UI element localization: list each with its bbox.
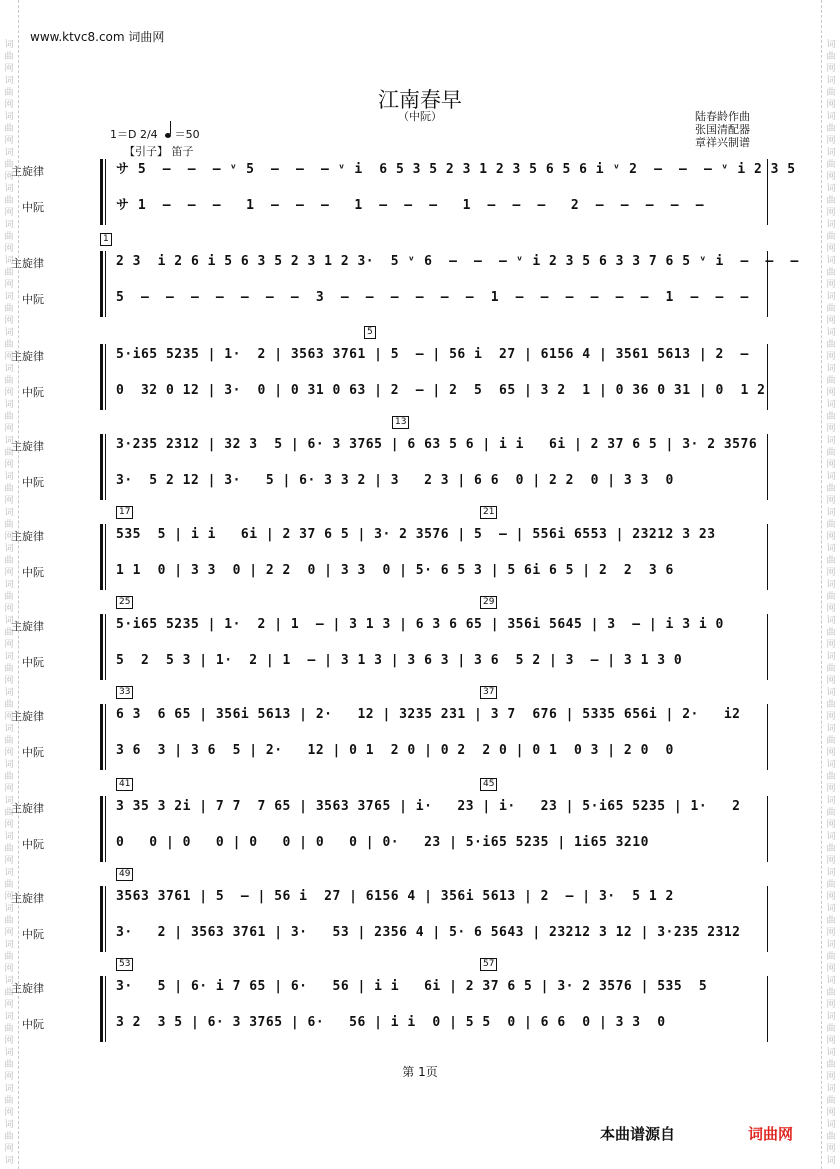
ruan-staff: 0 0 | 0 0 | 0 0 | 0 0 | 0· 23 | 5·i65 5235 | 1i65 3210	[116, 835, 649, 850]
watermark-glyph: 网	[4, 1144, 14, 1154]
watermark-glyph: 网	[4, 136, 14, 146]
watermark-glyph: 词	[4, 1012, 14, 1022]
watermark-glyph: 词	[826, 688, 836, 698]
ruan-part-label: 中阮	[22, 656, 44, 669]
system-barline	[105, 344, 106, 410]
measure-number: 21	[480, 506, 497, 519]
melody-part-label: 主旋律	[11, 620, 44, 633]
ruan-part-label: 中阮	[22, 386, 44, 399]
footer-source: 本曲谱源自	[600, 1125, 676, 1143]
watermark-glyph: 词	[826, 1012, 836, 1022]
system-barline	[105, 524, 106, 590]
watermark-glyph: 曲	[826, 520, 836, 530]
watermark-glyph: 曲	[826, 448, 836, 458]
score-system	[11, 597, 768, 688]
watermark-glyph: 曲	[4, 1060, 14, 1070]
measure-number: 45	[480, 778, 497, 791]
watermark-glyph: 网	[826, 964, 836, 974]
watermark-glyph: 词	[4, 292, 14, 302]
watermark-glyph: 网	[4, 532, 14, 542]
watermark-glyph: 网	[4, 604, 14, 614]
watermark-glyph: 词	[826, 1084, 836, 1094]
ruan-staff: 3 2 3 5 | 6· 3 3765 | 6· 56 | i i 0 | 5 5 0 | 6 6 0 | 3 3 0	[116, 1015, 666, 1030]
watermark-glyph: 网	[826, 1036, 836, 1046]
watermark-glyph: 曲	[826, 628, 836, 638]
measure-number: 49	[116, 868, 133, 881]
measure-number: 17	[116, 506, 133, 519]
watermark-glyph: 曲	[826, 484, 836, 494]
watermark-glyph: 网	[4, 1036, 14, 1046]
melody-part-label: 主旋律	[11, 892, 44, 905]
ruan-staff: 5 2 5 3 | 1· 2 | 1 – | 3 1 3 | 3 6 3 | 3 6 5 2 | 3 – | 3 1 3 0	[116, 653, 683, 668]
watermark-glyph: 曲	[826, 844, 836, 854]
system-brace	[100, 434, 103, 500]
watermark-glyph: 网	[4, 244, 14, 254]
watermark-glyph: 词	[826, 472, 836, 482]
score-system	[11, 327, 768, 418]
score-subtitle: （中阮）	[398, 110, 442, 123]
measure-number: 29	[480, 596, 497, 609]
watermark-glyph: 词	[826, 724, 836, 734]
watermark-glyph: 曲	[4, 592, 14, 602]
watermark-glyph: 词	[826, 580, 836, 590]
watermark-glyph: 曲	[4, 988, 14, 998]
score-system	[11, 869, 768, 960]
watermark-glyph: 曲	[4, 232, 14, 242]
watermark-glyph: 词	[4, 508, 14, 518]
watermark-glyph: 词	[826, 616, 836, 626]
watermark-glyph: 网	[826, 532, 836, 542]
watermark-glyph: 词	[826, 220, 836, 230]
score-system	[11, 687, 768, 778]
watermark-glyph: 曲	[4, 556, 14, 566]
watermark-glyph: 曲	[4, 664, 14, 674]
watermark-glyph: 网	[826, 208, 836, 218]
watermark-glyph: 网	[826, 100, 836, 110]
ruan-part-label: 中阮	[22, 928, 44, 941]
watermark-glyph: 词	[4, 256, 14, 266]
watermark-glyph: 曲	[826, 736, 836, 746]
watermark-glyph: 词	[4, 1120, 14, 1130]
melody-part-label: 主旋律	[11, 440, 44, 453]
watermark-glyph: 词	[4, 328, 14, 338]
melody-part-label: 主旋律	[11, 257, 44, 270]
ruan-staff: 0 32 0 12 | 3· 0 | 0 31 0 63 | 2 – | 2 5 65 | 3 2 1 | 0 36 0 31 | 0 1 2	[116, 383, 766, 398]
watermark-glyph: 网	[4, 1108, 14, 1118]
quarter-note-icon	[165, 133, 171, 138]
watermark-glyph: 词	[4, 220, 14, 230]
watermark-glyph: 网	[4, 496, 14, 506]
watermark-glyph: 曲	[4, 484, 14, 494]
footer-brand-link[interactable]: 词曲网	[748, 1125, 794, 1143]
melody-staff: 6 3 6 65 | 356i 5613 | 2· 12 | 3235 231 | 3 7 676 | 5335 656i | 2· i2	[116, 707, 741, 722]
score-system	[11, 779, 768, 870]
watermark-glyph: 曲	[826, 52, 836, 62]
watermark-glyph: 词	[826, 1120, 836, 1130]
watermark-glyph: 词	[4, 796, 14, 806]
watermark-glyph: 曲	[826, 556, 836, 566]
watermark-glyph: 词	[826, 832, 836, 842]
measure-number: 41	[116, 778, 133, 791]
right-watermark-strip	[821, 0, 840, 1169]
watermark-glyph: 曲	[826, 700, 836, 710]
watermark-glyph: 词	[826, 364, 836, 374]
watermark-glyph: 词	[4, 472, 14, 482]
watermark-glyph: 曲	[826, 1132, 836, 1142]
watermark-glyph: 曲	[4, 196, 14, 206]
watermark-glyph: 曲	[826, 160, 836, 170]
melody-staff: 3 35 3 2i | 7 7 7 65 | 3563 3765 | i· 23 | i· 23 | 5·i65 5235 | 1· 2	[116, 799, 741, 814]
watermark-glyph: 曲	[4, 736, 14, 746]
watermark-glyph: 网	[4, 928, 14, 938]
score-system	[11, 234, 799, 325]
watermark-glyph: 网	[4, 964, 14, 974]
melody-staff: 3·235 2312 | 32 3 5 | 6· 3 3765 | 6 63 5 6 | i i 6i | 2 37 6 5 | 3· 2 3576	[116, 437, 758, 452]
watermark-glyph: 曲	[4, 520, 14, 530]
watermark-glyph: 曲	[4, 52, 14, 62]
watermark-glyph: 词	[4, 940, 14, 950]
measure-number: 1	[100, 233, 112, 246]
watermark-glyph: 曲	[4, 772, 14, 782]
watermark-glyph: 曲	[826, 808, 836, 818]
watermark-glyph: 词	[826, 256, 836, 266]
watermark-glyph: 曲	[4, 376, 14, 386]
watermark-glyph: 词	[4, 1084, 14, 1094]
melody-staff: 5·i65 5235 | 1· 2 | 3563 3761 | 5 – | 56 i 27 | 6156 4 | 3561 5613 | 2 –	[116, 347, 749, 362]
score-title: 江南春早	[378, 88, 462, 112]
system-brace	[100, 159, 103, 225]
watermark-glyph: 网	[826, 172, 836, 182]
system-barline	[105, 886, 106, 952]
watermark-glyph: 曲	[4, 952, 14, 962]
watermark-glyph: 曲	[826, 1024, 836, 1034]
credit-arranger: 张国清配器	[695, 123, 750, 136]
watermark-glyph: 词	[4, 976, 14, 986]
key-time-label: 1＝D 2/4	[110, 128, 158, 141]
melody-staff: 535 5 | i i 6i | 2 37 6 5 | 3· 2 3576 | 5 – | 556i 6553 | 23212 3 23	[116, 527, 716, 542]
melody-part-label: 主旋律	[11, 802, 44, 815]
watermark-glyph: 词	[4, 616, 14, 626]
watermark-glyph: 曲	[4, 268, 14, 278]
system-barline	[105, 614, 106, 680]
watermark-glyph: 曲	[826, 772, 836, 782]
watermark-glyph: 曲	[826, 268, 836, 278]
watermark-glyph: 网	[4, 280, 14, 290]
watermark-glyph: 词	[826, 148, 836, 158]
watermark-glyph: 曲	[4, 808, 14, 818]
watermark-glyph: 网	[826, 568, 836, 578]
ruan-staff: 3· 2 | 3563 3761 | 3· 53 | 2356 4 | 5· 6 5643 | 23212 3 12 | 3·235 2312	[116, 925, 741, 940]
system-brace	[100, 524, 103, 590]
melody-part-label: 主旋律	[11, 350, 44, 363]
watermark-glyph: 网	[4, 712, 14, 722]
watermark-glyph: 曲	[4, 1024, 14, 1034]
watermark-glyph: 词	[826, 76, 836, 86]
watermark-glyph: 曲	[4, 700, 14, 710]
ruan-part-label: 中阮	[22, 746, 44, 759]
watermark-glyph: 词	[4, 760, 14, 770]
watermark-glyph: 曲	[4, 304, 14, 314]
watermark-glyph: 词	[826, 436, 836, 446]
system-barline	[105, 796, 106, 862]
watermark-glyph: 曲	[826, 592, 836, 602]
watermark-glyph: 词	[826, 112, 836, 122]
watermark-glyph: 词	[4, 436, 14, 446]
watermark-glyph: 词	[826, 868, 836, 878]
score-system	[11, 959, 768, 1050]
score-system	[11, 507, 768, 598]
watermark-glyph: 网	[826, 892, 836, 902]
watermark-glyph: 网	[826, 748, 836, 758]
watermark-glyph: 网	[4, 1072, 14, 1082]
watermark-glyph: 曲	[826, 988, 836, 998]
watermark-glyph: 词	[826, 796, 836, 806]
watermark-glyph: 网	[4, 640, 14, 650]
watermark-glyph: 网	[826, 820, 836, 830]
watermark-glyph: 词	[826, 184, 836, 194]
watermark-glyph: 词	[826, 508, 836, 518]
watermark-glyph: 网	[826, 712, 836, 722]
measure-number: 37	[480, 686, 497, 699]
watermark-glyph: 曲	[826, 952, 836, 962]
watermark-glyph: 曲	[826, 1096, 836, 1106]
watermark-glyph: 网	[826, 784, 836, 794]
watermark-glyph: 词	[4, 112, 14, 122]
watermark-glyph: 网	[826, 460, 836, 470]
watermark-glyph: 曲	[826, 88, 836, 98]
system-brace	[100, 344, 103, 410]
watermark-glyph: 曲	[4, 160, 14, 170]
watermark-glyph: 网	[826, 280, 836, 290]
page-number: 第 1页	[402, 1065, 438, 1079]
watermark-glyph: 曲	[4, 1096, 14, 1106]
ruan-staff: 3· 5 2 12 | 3· 5 | 6· 3 3 2 | 3 2 3 | 6 6 0 | 2 2 0 | 3 3 0	[116, 473, 674, 488]
credit-composer: 陆春龄作曲	[695, 110, 750, 123]
melody-staff: サ 5 – – – ᵛ 5 – – – ᵛ i 6 5 3 5 2 3 1 2 3 5 6 5 6 i ᵛ 2 – – – ᵛ i 2 3 5	[116, 162, 796, 177]
watermark-glyph: 网	[826, 1000, 836, 1010]
watermark-glyph: 词	[4, 184, 14, 194]
watermark-glyph: 网	[826, 496, 836, 506]
watermark-glyph: 词	[4, 688, 14, 698]
watermark-glyph: 词	[4, 76, 14, 86]
watermark-glyph: 词	[826, 1048, 836, 1058]
ruan-part-label: 中阮	[22, 566, 44, 579]
watermark-glyph: 曲	[826, 340, 836, 350]
watermark-glyph: 词	[4, 1048, 14, 1058]
watermark-glyph: 词	[4, 148, 14, 158]
watermark-glyph: 曲	[4, 916, 14, 926]
ruan-staff: 1 1 0 | 3 3 0 | 2 2 0 | 3 3 0 | 5· 6 5 3 | 5 6i 6 5 | 2 2 3 6	[116, 563, 674, 578]
system-brace	[100, 614, 103, 680]
watermark-glyph: 词	[826, 940, 836, 950]
measure-number: 13	[392, 416, 409, 429]
watermark-glyph: 网	[4, 676, 14, 686]
watermark-glyph: 网	[4, 568, 14, 578]
ruan-part-label: 中阮	[22, 476, 44, 489]
watermark-glyph: 网	[4, 460, 14, 470]
watermark-glyph: 曲	[826, 196, 836, 206]
watermark-glyph: 曲	[4, 880, 14, 890]
watermark-glyph: 网	[4, 892, 14, 902]
measure-number: 53	[116, 958, 133, 971]
watermark-glyph: 网	[4, 784, 14, 794]
watermark-glyph: 网	[826, 1072, 836, 1082]
measure-number: 33	[116, 686, 133, 699]
watermark-glyph: 曲	[826, 124, 836, 134]
watermark-glyph: 网	[4, 352, 14, 362]
watermark-glyph: 网	[4, 748, 14, 758]
watermark-glyph: 词	[4, 1156, 14, 1166]
melody-part-label: 主旋律	[11, 710, 44, 723]
watermark-glyph: 网	[826, 676, 836, 686]
site-url[interactable]: www.ktvc8.com 词曲网	[30, 30, 165, 44]
watermark-glyph: 网	[826, 352, 836, 362]
watermark-glyph: 网	[4, 64, 14, 74]
melody-part-label: 主旋律	[11, 165, 44, 178]
score-system	[11, 417, 768, 508]
watermark-glyph: 词	[4, 544, 14, 554]
score-system	[11, 153, 796, 233]
measure-number: 57	[480, 958, 497, 971]
watermark-glyph: 网	[826, 424, 836, 434]
watermark-glyph: 网	[826, 856, 836, 866]
watermark-glyph: 词	[4, 868, 14, 878]
system-brace	[100, 886, 103, 952]
watermark-glyph: 词	[826, 976, 836, 986]
watermark-glyph: 词	[4, 904, 14, 914]
melody-staff: 3563 3761 | 5 – | 56 i 27 | 6156 4 | 356i 5613 | 2 – | 3· 5 1 2	[116, 889, 674, 904]
watermark-glyph: 词	[826, 40, 836, 50]
ruan-staff: 3 6 3 | 3 6 5 | 2· 12 | 0 1 2 0 | 0 2 2 0 | 0 1 0 3 | 2 0 0	[116, 743, 674, 758]
system-barline	[105, 976, 106, 1042]
melody-staff: 5·i65 5235 | 1· 2 | 1 – | 3 1 3 | 6 3 6 65 | 356i 5645 | 3 – | i 3 i 0	[116, 617, 724, 632]
watermark-glyph: 词	[826, 544, 836, 554]
watermark-glyph: 曲	[826, 304, 836, 314]
watermark-glyph: 网	[826, 928, 836, 938]
watermark-glyph: 曲	[4, 844, 14, 854]
watermark-glyph: 网	[826, 64, 836, 74]
ruan-part-label: 中阮	[22, 838, 44, 851]
watermark-glyph: 网	[4, 1000, 14, 1010]
watermark-glyph: 词	[826, 292, 836, 302]
watermark-glyph: 曲	[826, 880, 836, 890]
watermark-glyph: 曲	[826, 1060, 836, 1070]
watermark-glyph: 网	[4, 100, 14, 110]
watermark-glyph: 网	[4, 856, 14, 866]
watermark-glyph: 词	[4, 832, 14, 842]
ruan-part-label: 中阮	[22, 1018, 44, 1031]
watermark-glyph: 词	[826, 760, 836, 770]
watermark-glyph: 网	[826, 388, 836, 398]
watermark-glyph: 网	[4, 172, 14, 182]
tempo-value: ＝50	[174, 128, 200, 141]
watermark-glyph: 网	[4, 208, 14, 218]
system-barline	[105, 704, 106, 770]
melody-part-label: 主旋律	[11, 982, 44, 995]
watermark-glyph: 网	[4, 388, 14, 398]
watermark-glyph: 词	[4, 364, 14, 374]
watermark-glyph: 词	[4, 724, 14, 734]
melody-staff: 3· 5 | 6· i 7 65 | 6· 56 | i i 6i | 2 37 6 5 | 3· 2 3576 | 535 5	[116, 979, 708, 994]
system-barline	[105, 434, 106, 500]
ruan-staff: 5 – – – – – – – 3 – – – – – – 1 – – – – – – 1 – – –	[116, 290, 749, 305]
measure-number: 25	[116, 596, 133, 609]
watermark-glyph: 词	[826, 328, 836, 338]
watermark-glyph: 网	[826, 640, 836, 650]
watermark-glyph: 曲	[826, 664, 836, 674]
key-signature	[110, 126, 200, 142]
watermark-glyph: 网	[826, 1108, 836, 1118]
watermark-glyph: 曲	[4, 340, 14, 350]
watermark-glyph: 网	[826, 1144, 836, 1154]
watermark-glyph: 网	[826, 244, 836, 254]
measure-number: 5	[364, 326, 376, 339]
watermark-glyph: 网	[826, 604, 836, 614]
watermark-glyph: 词	[826, 652, 836, 662]
ruan-part-label: 中阮	[22, 201, 44, 214]
watermark-glyph: 曲	[826, 232, 836, 242]
watermark-glyph: 词	[826, 1156, 836, 1166]
watermark-glyph: 曲	[826, 916, 836, 926]
ruan-part-label: 中阮	[22, 293, 44, 306]
system-brace	[100, 796, 103, 862]
credit-transcriber: 章祥兴制谱	[695, 136, 750, 149]
watermark-glyph: 词	[4, 40, 14, 50]
watermark-glyph: 词	[826, 400, 836, 410]
watermark-glyph: 网	[826, 316, 836, 326]
melody-staff: 2 3 i 2 6 i 5 6 3 5 2 3 1 2 3· 5 ᵛ 6 – – – ᵛ i 2 3 5 6 3 3 7 6 5 ᵛ i – – –	[116, 254, 799, 269]
watermark-glyph: 词	[4, 580, 14, 590]
watermark-glyph: 网	[4, 316, 14, 326]
system-brace	[100, 976, 103, 1042]
watermark-glyph: 网	[4, 424, 14, 434]
melody-part-label: 主旋律	[11, 530, 44, 543]
watermark-glyph: 曲	[826, 376, 836, 386]
watermark-glyph: 曲	[4, 448, 14, 458]
watermark-glyph: 词	[826, 904, 836, 914]
watermark-glyph: 曲	[826, 412, 836, 422]
watermark-glyph: 曲	[4, 628, 14, 638]
credits	[695, 110, 750, 149]
watermark-glyph: 网	[4, 820, 14, 830]
watermark-glyph: 词	[4, 400, 14, 410]
system-barline	[105, 251, 106, 317]
ruan-staff: サ 1 – – – 1 – – – 1 – – – 1 – – – 2 – – – – –	[116, 198, 705, 213]
system-barline	[105, 159, 106, 225]
watermark-glyph: 曲	[4, 124, 14, 134]
watermark-glyph: 词	[4, 652, 14, 662]
intro-label: 【引子】 笛子	[124, 145, 194, 158]
watermark-glyph: 曲	[4, 1132, 14, 1142]
watermark-glyph: 曲	[4, 88, 14, 98]
system-brace	[100, 704, 103, 770]
watermark-glyph: 网	[826, 136, 836, 146]
watermark-glyph: 曲	[4, 412, 14, 422]
system-brace	[100, 251, 103, 317]
